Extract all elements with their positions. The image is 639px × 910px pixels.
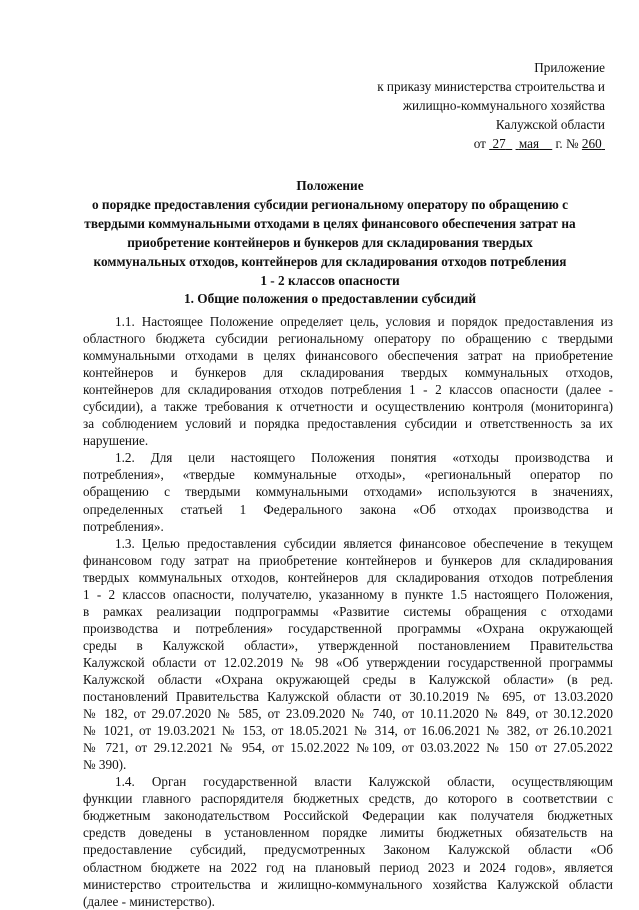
paragraph-line: Калужской области от 12.02.2019 № 98 «Об утверждении государственной программы <box>83 654 613 670</box>
document-body <box>83 313 613 910</box>
title-heading: Положение <box>296 178 364 193</box>
annex-year-suffix: г. № <box>555 136 579 151</box>
paragraph-line: (далее - министерство). <box>83 893 215 909</box>
paragraph <box>83 773 613 909</box>
title-line: твердыми коммунальными отходами в целях финансового обеспечения затрат на <box>84 216 576 231</box>
annex-line-2: к приказу министерства строительства и <box>377 79 605 94</box>
paragraph-line: бюджетным законодательством Российской Федерации как получателя бюджетных <box>83 808 613 824</box>
paragraph-line: потребления». <box>83 518 164 534</box>
paragraph-line: контейнеров для складирования отходов потребления 1 - 2 классов опасности (далее - <box>83 382 613 398</box>
title-line: 1 - 2 классов опасности <box>260 273 400 288</box>
title-line: о порядке предоставления субсидии региональному оператору по обращению с <box>91 197 569 212</box>
paragraph-line: 1.2. Для цели настоящего Положения понятия «отходы производства и <box>115 450 613 466</box>
paragraph-line: предоставление субсидий, предусмотренных Законом Калужской области «Об <box>83 842 613 858</box>
paragraph-line: 1.1. Настоящее Положение определяет цель, условия и порядок предоставления из <box>115 314 613 329</box>
paragraph-line: № 182, от 29.07.2020 № 585, от 23.09.2020 № 740, от 10.11.2020 № 849, от 30.12.2020 <box>83 706 613 722</box>
paragraph-line: определенных статьей 1 Федерального закона «Об отходах производства и <box>83 501 613 517</box>
paragraph-line: в рамках реализации подпрограммы «Развитие системы обращения с отходами <box>83 603 613 619</box>
paragraph <box>83 535 613 774</box>
annex-day: 27 <box>492 136 506 151</box>
paragraph <box>83 449 613 534</box>
annex-line-3: жилищно-коммунального хозяйства <box>402 98 605 113</box>
annex-number: 260 <box>581 136 602 151</box>
paragraph-line: за соблюдением условий и порядка предоставления субсидии и ответственность за их <box>83 416 613 432</box>
title-line: коммунальных отходов, контейнеров для складирования отходов потребления <box>93 254 567 269</box>
paragraph-line: твердых коммунальных отходов, контейнеров для складирования отходов потребления <box>83 569 613 585</box>
paragraph <box>83 313 613 449</box>
paragraph-line: постановлений Правительства Калужской области от 30.10.2019 № 695, от 13.03.2020 <box>83 689 613 705</box>
annex-line-4: Калужской области <box>495 117 605 132</box>
title-line: приобретение контейнеров и бункеров для складирования твердых <box>127 235 533 250</box>
paragraph-line: контейнеров и бункеров для складирования твердых коммунальных отходов, <box>83 365 613 381</box>
paragraph-line: 1 - 2 классов опасности, получателю, указанному в пункте 1.5 настоящего Положения, <box>83 586 613 602</box>
paragraph-line: функции главного распорядителя бюджетных средств, до которого в соответствии с <box>83 791 613 807</box>
paragraph-line: финансовом году затрат на приобретение контейнеров и бункеров для складирования <box>83 552 613 568</box>
paragraph-line: обращению с твердыми коммунальными отходами» используются в значениях, <box>83 484 613 500</box>
annex-date-line <box>377 134 605 153</box>
paragraph-line: Калужской области «Охрана окружающей среды в Калужской области» (в ред. <box>83 671 613 687</box>
paragraph-line: № 721, от 29.12.2021 № 954, от 15.02.2022 №109, от 03.03.2022 № 150 от 27.05.2022 <box>83 740 613 756</box>
paragraph-line: № 1021, от 19.03.2021 № 153, от 18.05.2021 № 314, от 16.06.2021 № 382, от 26.10.2021 <box>83 723 613 739</box>
paragraph-line: среды в Калужской области», утвержденной постановлением Правительства <box>83 637 613 653</box>
section-title: 1. Общие положения о предоставлении субсидий <box>183 291 477 306</box>
annex-header <box>377 58 605 153</box>
paragraph-line: коммунальными отходами в целях финансового обеспечения затрат на приобретение <box>83 348 613 364</box>
paragraph-line: субсидии), а также требования к отчетности и осуществлению контроля (мониторинга) <box>83 399 613 415</box>
document-title <box>40 176 620 290</box>
annex-line-1: Приложение <box>534 60 605 75</box>
paragraph-line: областного бюджета субсидии региональному оператору по обращению с твердыми <box>83 331 613 347</box>
paragraph-line: потребления», «твердые коммунальные отходы», «региональный оператор по <box>83 467 613 483</box>
paragraph-line: 1.4. Орган государственной власти Калужской области, осуществляющим <box>115 774 613 790</box>
paragraph-line: нарушение. <box>83 433 149 449</box>
annex-month: мая <box>518 136 540 151</box>
annex-date-prefix: от <box>473 136 486 151</box>
paragraph-line: министерство строительства и жилищно-коммунального хозяйства Калужской области <box>83 876 613 892</box>
paragraph-line: областном бюджете на 2022 год на плановый период 2023 и 2024 годов», является <box>83 859 613 875</box>
paragraph-line: 1.3. Целью предоставления субсидии является финансовое обеспечение в текущем <box>115 535 613 551</box>
paragraph-line: производства и потребления» государственной программы «Охрана окружающей <box>83 620 613 636</box>
paragraph-line: средств доведены в установленном порядке лимиты бюджетных обязательств на <box>83 825 613 841</box>
paragraph-line: № 390). <box>83 757 127 773</box>
